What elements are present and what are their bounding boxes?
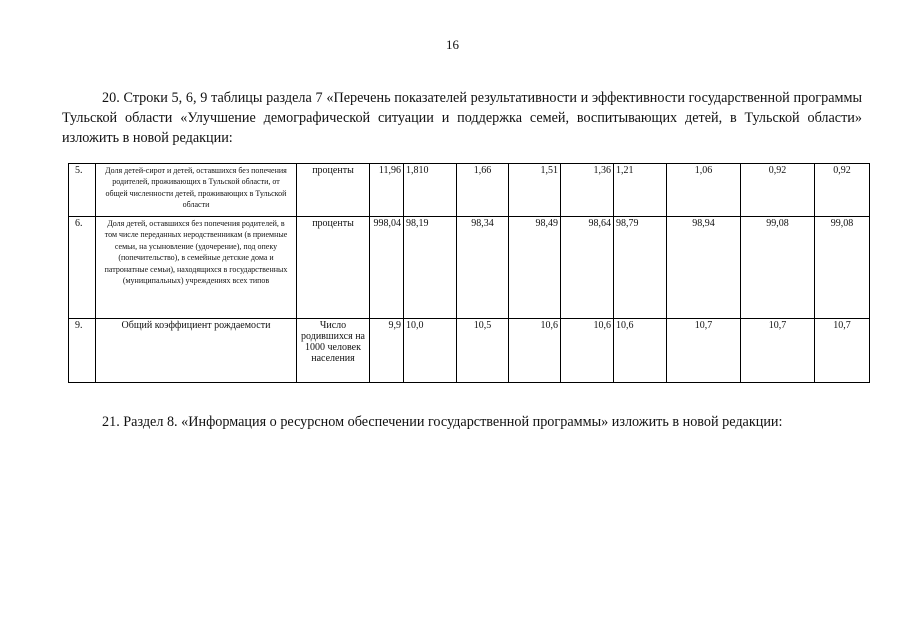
value-cell: 98,49 [509,217,561,319]
value-cell: 99,08 [741,217,815,319]
table-row [69,164,870,217]
indicator-name: Общий коэффициент рождаемости [96,319,297,383]
value-cell: 1,06 [667,164,741,217]
page-number: 16 [446,37,459,52]
value-cell: 1,66 [457,164,509,217]
value-cell: 10,6 [614,319,667,383]
value-cell: 1,51 [509,164,561,217]
paragraph-21: 21. Раздел 8. «Информация о ресурсном обеспечении государственной программы» изложить в новой редакции: [102,414,783,430]
value-cell: 0,92 [815,164,870,217]
value-cell: 10,6 [561,319,614,383]
unit-cell: Число родившихся на 1000 человек населения [297,319,370,383]
value-cell: 98,64 [561,217,614,319]
row-number: 6. [69,217,96,319]
value-cell: 1,36 [561,164,614,217]
value-cell: 9,9 [370,319,404,383]
value-cell: 10,0 [404,319,457,383]
value-cell: 10,7 [741,319,815,383]
value-cell: 98,94 [667,217,741,319]
value-cell: 98,34 [457,217,509,319]
paragraph-20-text: 20. Строки 5, 6, 9 таблицы раздела 7 «Перечень показателей результативности и эффективности государственной программы Тульской области «Улучшение демографической ситуации и поддержка семей, воспитывающих детей, в Тульской области» изложить в новой редакции: [62,90,862,146]
value-cell: 10,7 [815,319,870,383]
paragraph-20 [62,88,862,148]
unit-cell: проценты [297,164,370,217]
unit-cell: проценты [297,217,370,319]
value-cell: 98,19 [404,217,457,319]
value-cell: 998,04 [370,217,404,319]
value-cell: 1,810 [404,164,457,217]
value-cell: 98,79 [614,217,667,319]
value-cell: 10,6 [509,319,561,383]
indicator-name: Доля детей, оставшихся без попечения родителей, в том числе переданных неродственникам (в приемные семьи, на усыновление (удочерение), под опеку (попечительство), в семейные детские дома и патронатные семьи), находящихся в государственных (муниципальных) учреждениях всех типов [96,217,297,319]
indicator-name: Доля детей-сирот и детей, оставшихся без попечения родителей, проживающих в Тульской области, от общей численности детей, проживающих в Тульской области [96,164,297,217]
value-cell: 10,7 [667,319,741,383]
value-cell: 10,5 [457,319,509,383]
row-number: 9. [69,319,96,383]
value-cell: 99,08 [815,217,870,319]
indicators-table [68,163,870,383]
table-row [69,217,870,319]
value-cell: 0,92 [741,164,815,217]
row-number: 5. [69,164,96,217]
table-row [69,319,870,383]
value-cell: 11,96 [370,164,404,217]
value-cell: 1,21 [614,164,667,217]
